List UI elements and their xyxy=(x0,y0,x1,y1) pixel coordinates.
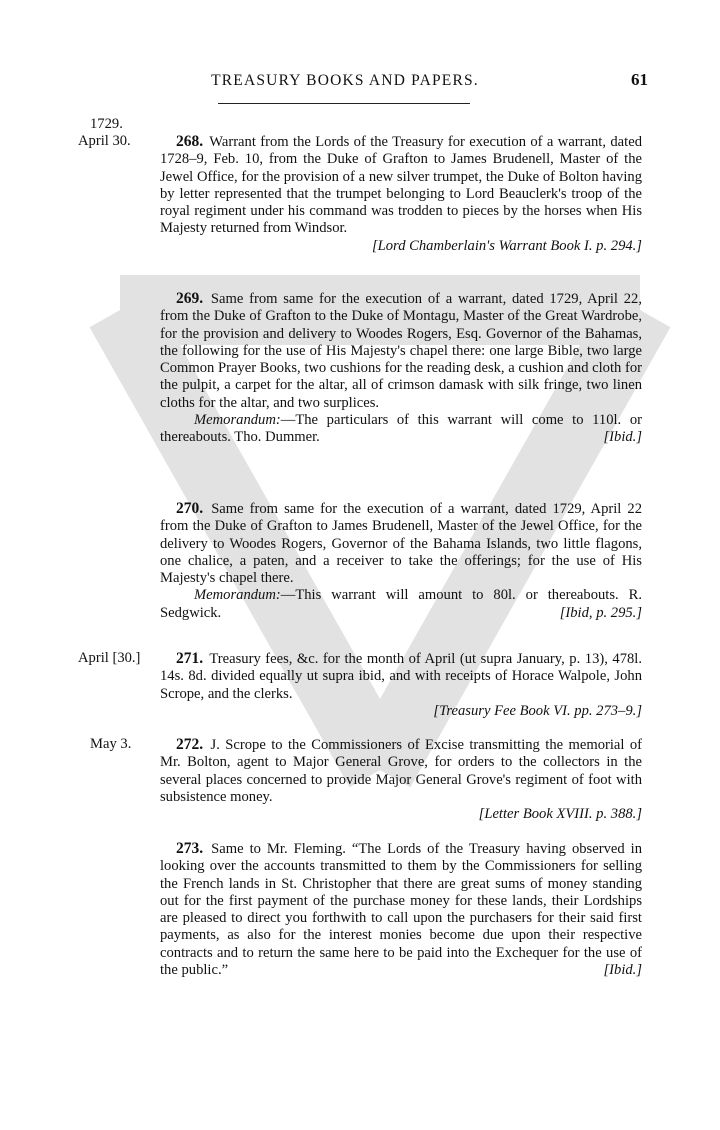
entry-number: 268. xyxy=(176,133,204,150)
entry-273 xyxy=(160,840,642,979)
memo-text: —The particulars of this warrant will come to 110l. or thereabouts. Tho. Dummer. xyxy=(160,412,642,446)
running-header-title: TREASURY BOOKS AND PAPERS. xyxy=(211,72,479,89)
entry-268 xyxy=(160,133,642,255)
margin-year: 1729. xyxy=(90,116,123,132)
entry-270 xyxy=(160,500,642,622)
entry-text: Same from same for the execution of a warrant, dated 1729, April 22, from the Duke of Grafton to the Duke of Montagu, Master of the Great Wardrobe, for the provision and delivery to Woodes Rogers, Esq. Governor of the Bahamas, the following for the use of His Majesty's chapel there: one large Bible, two large Common Prayer Books, two cushions for the reading desk, a cushion and cloth for the pulpit, a carpet for the altar, all of crimson damask with silk fringe, two linen cloths for the altar, and two surplices. xyxy=(160,291,642,411)
entry-number: 271. xyxy=(176,650,204,667)
entry-source: [Ibid, p. 295.] xyxy=(559,604,642,621)
entry-number: 270. xyxy=(176,500,204,517)
entry-text: Same from same for the execution of a warrant, dated 1729, April 22 from the Duke of Grafton to James Brudenell, Master of the Jewel Office, for the delivery to Woodes Rogers, Governor of the Bahama Islands, two little flagons, one chalice, a paten, and a receiver to take the offerings; for the use of His Majesty's chapel there. xyxy=(160,501,643,587)
entry-text: Warrant from the Lords of the Treasury for execution of a warrant, dated 1728–9, Feb. 10, from the Duke of Grafton to James Brudenell, Master of the Jewel Office, for the provision of a new silver trumpet, the Duke of Bolton having by letter represented that the trumpet belonging to Lord Beauclerk's troop of the royal regiment under his command was trodden to pieces by the horses when His Majesty returned from Windsor. xyxy=(160,134,642,237)
entry-271 xyxy=(160,650,642,720)
entry-source: [Ibid.] xyxy=(603,429,642,446)
entry-text: Treasury fees, &c. for the month of April (ut supra January, p. 13), 478l. 14s. 8d. divided equally ut supra ibid, and with receipts of Horace Walpole, John Scrope, and the clerks. xyxy=(160,651,642,702)
margin-date-april-30-bracket: April [30.] xyxy=(78,650,141,666)
entry-source: [Treasury Fee Book VI. pp. 273–9.] xyxy=(433,702,642,719)
margin-date-may-3: May 3. xyxy=(90,736,132,752)
entry-source: [Letter Book XVIII. p. 388.] xyxy=(478,806,642,823)
memo-text: —This warrant will amount to 80l. or thereabouts. R. Sedgwick. xyxy=(160,587,642,621)
margin-date-april-30: April 30. xyxy=(78,133,131,149)
page-number: 61 xyxy=(631,70,648,89)
entry-source: [Ibid.] xyxy=(603,962,642,979)
entry-source: [Lord Chamberlain's Warrant Book I. p. 294.] xyxy=(371,237,642,254)
memo-label: Memorandum: xyxy=(194,412,281,429)
entry-272 xyxy=(160,736,642,823)
entry-number: 273. xyxy=(176,840,204,857)
entry-269 xyxy=(160,290,642,447)
entry-text: Same to Mr. Fleming. “The Lords of the Treasury having observed in looking over the accounts transmitted to them by the Commissioners for selling the French lands in St. Christopher that there are great sums of money standing out for the first payment of the purchase money for these lands, their Lordships are pleased to direct you forthwith to call upon the purchasers for their said first payments, as also for the interest monies become due upon their respective contracts and to return the same here to be paid into the Exchequer for the use of the public.” xyxy=(160,841,642,979)
memo-label: Memorandum: xyxy=(194,587,281,604)
header-rule xyxy=(218,103,470,104)
entry-text: J. Scrope to the Commissioners of Excise transmitting the memorial of Mr. Bolton, agent to Major General Grove, for orders to the collectors in the several places concerned to provide Major General Grove's regiment of foot with subsistence money. xyxy=(160,737,643,805)
entry-number: 269. xyxy=(176,290,204,307)
entry-number: 272. xyxy=(176,736,204,753)
